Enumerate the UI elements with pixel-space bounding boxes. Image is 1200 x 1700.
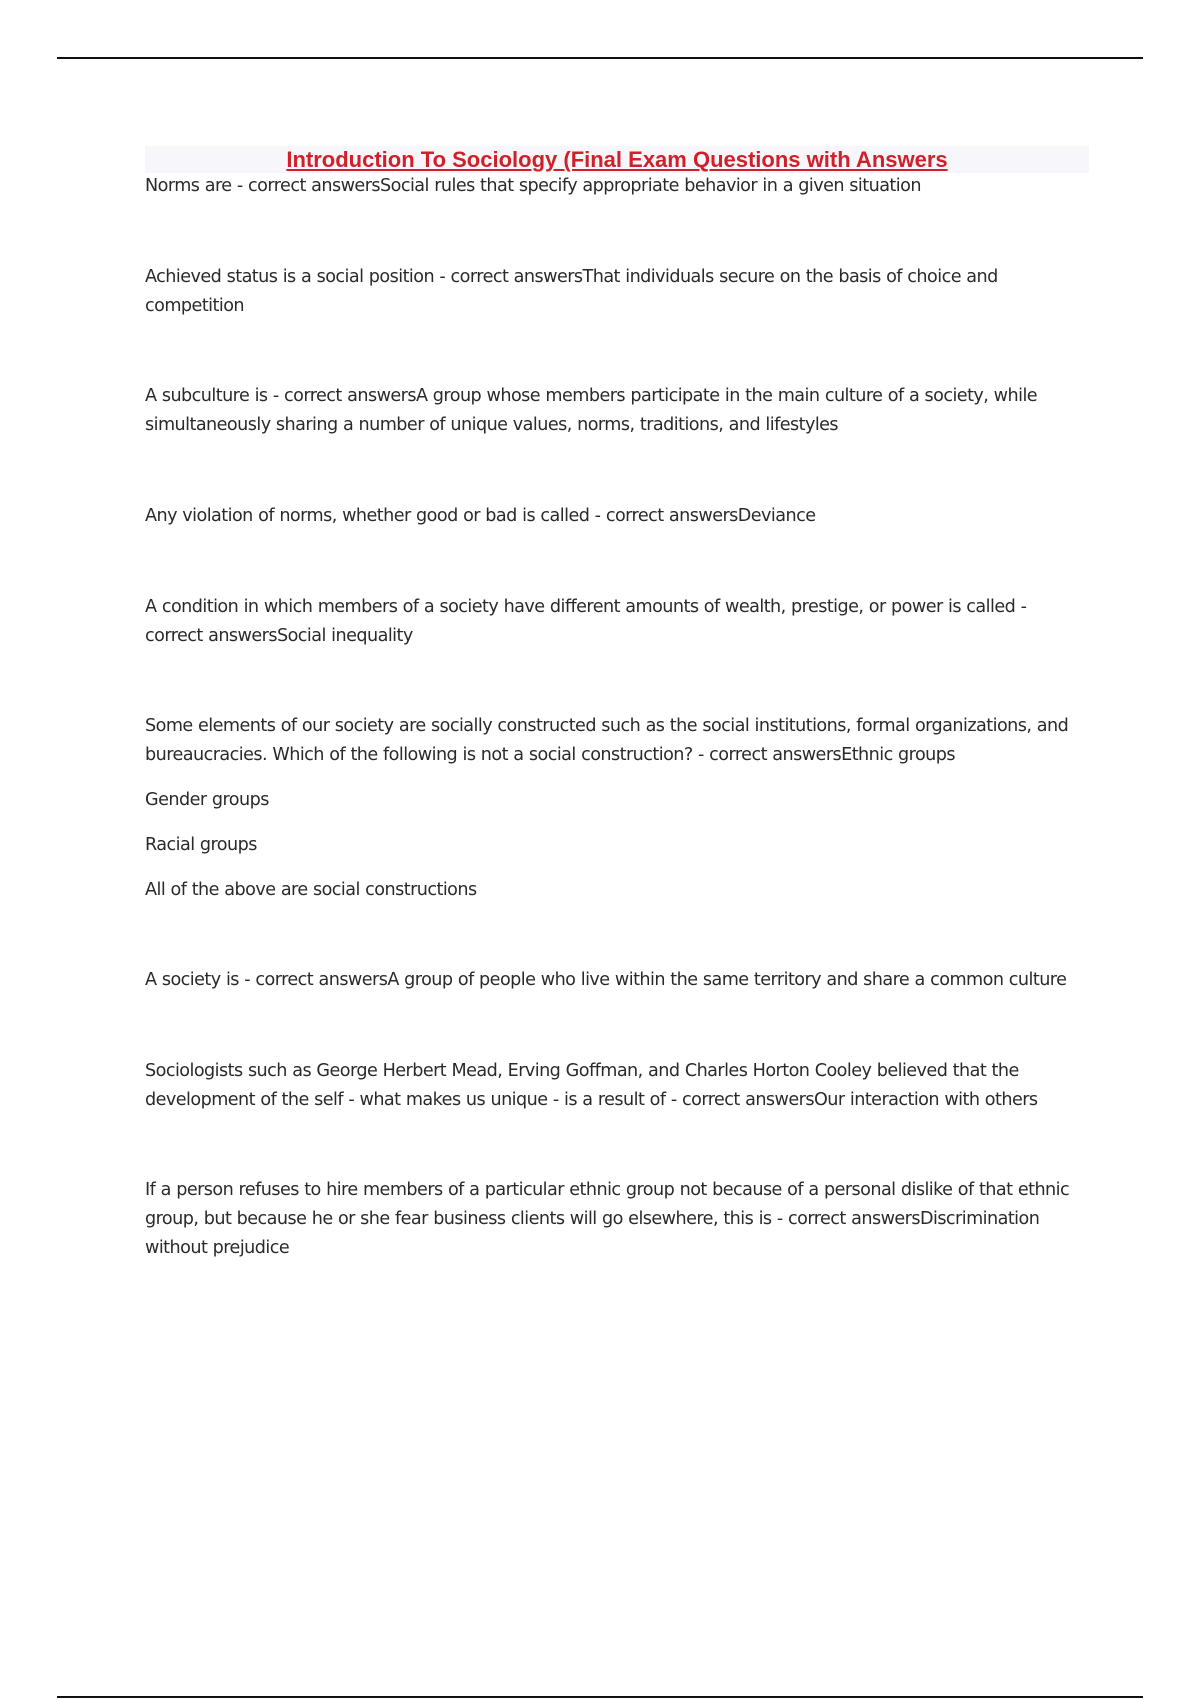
qa-text: Some elements of our society are socially constructed such as the social institutions, formal organizations, and bureaucracies. Which of the following is not a social construction? - correct answersEthnic groups — [145, 716, 1069, 765]
qa-text: A condition in which members of a society have different amounts of wealth, prestige, or power is called - correct answersSocial inequality — [145, 597, 1027, 646]
bottom-divider — [57, 1696, 1143, 1698]
qa-text: If a person refuses to hire members of a particular ethnic group not because of a personal dislike of that ethnic group, but because he or she fear business clients will go elsewhere, this is - correct answersDiscrimination without prejudice — [145, 1180, 1070, 1258]
qa-item-2 — [145, 263, 1089, 321]
qa-item-6 — [145, 712, 1089, 905]
qa-item-1 — [145, 172, 1089, 201]
qa-option: Racial groups — [145, 835, 257, 855]
qa-item-9 — [145, 1176, 1089, 1263]
qa-text: Any violation of norms, whether good or bad is called - correct answersDeviance — [145, 506, 816, 526]
qa-item-5 — [145, 593, 1089, 651]
qa-option: Gender groups — [145, 790, 269, 810]
qa-item-3 — [145, 382, 1089, 440]
title-bar — [145, 146, 1089, 173]
qa-text: Achieved status is a social position - correct answersThat individuals secure on the basis of choice and competition — [145, 267, 998, 316]
document-body — [145, 146, 1089, 1263]
top-divider — [57, 57, 1143, 59]
qa-text: Sociologists such as George Herbert Mead, Erving Goffman, and Charles Horton Cooley believed that the development of the self - what makes us unique - is a result of - correct answersOur interaction with others — [145, 1061, 1038, 1110]
qa-text: A society is - correct answersA group of people who live within the same territory and share a common culture — [145, 970, 1067, 990]
document-title: Introduction To Sociology (Final Exam Questions with Answers — [286, 147, 948, 172]
qa-item-8 — [145, 1057, 1089, 1115]
qa-item-7 — [145, 966, 1089, 995]
qa-text: A subculture is - correct answersA group whose members participate in the main culture of a society, while simultaneously sharing a number of unique values, norms, traditions, and lifestyles — [145, 386, 1038, 435]
qa-option: All of the above are social constructions — [145, 880, 477, 900]
qa-text: Norms are - correct answersSocial rules that specify appropriate behavior in a given situation — [145, 176, 921, 196]
qa-item-4 — [145, 502, 1089, 531]
